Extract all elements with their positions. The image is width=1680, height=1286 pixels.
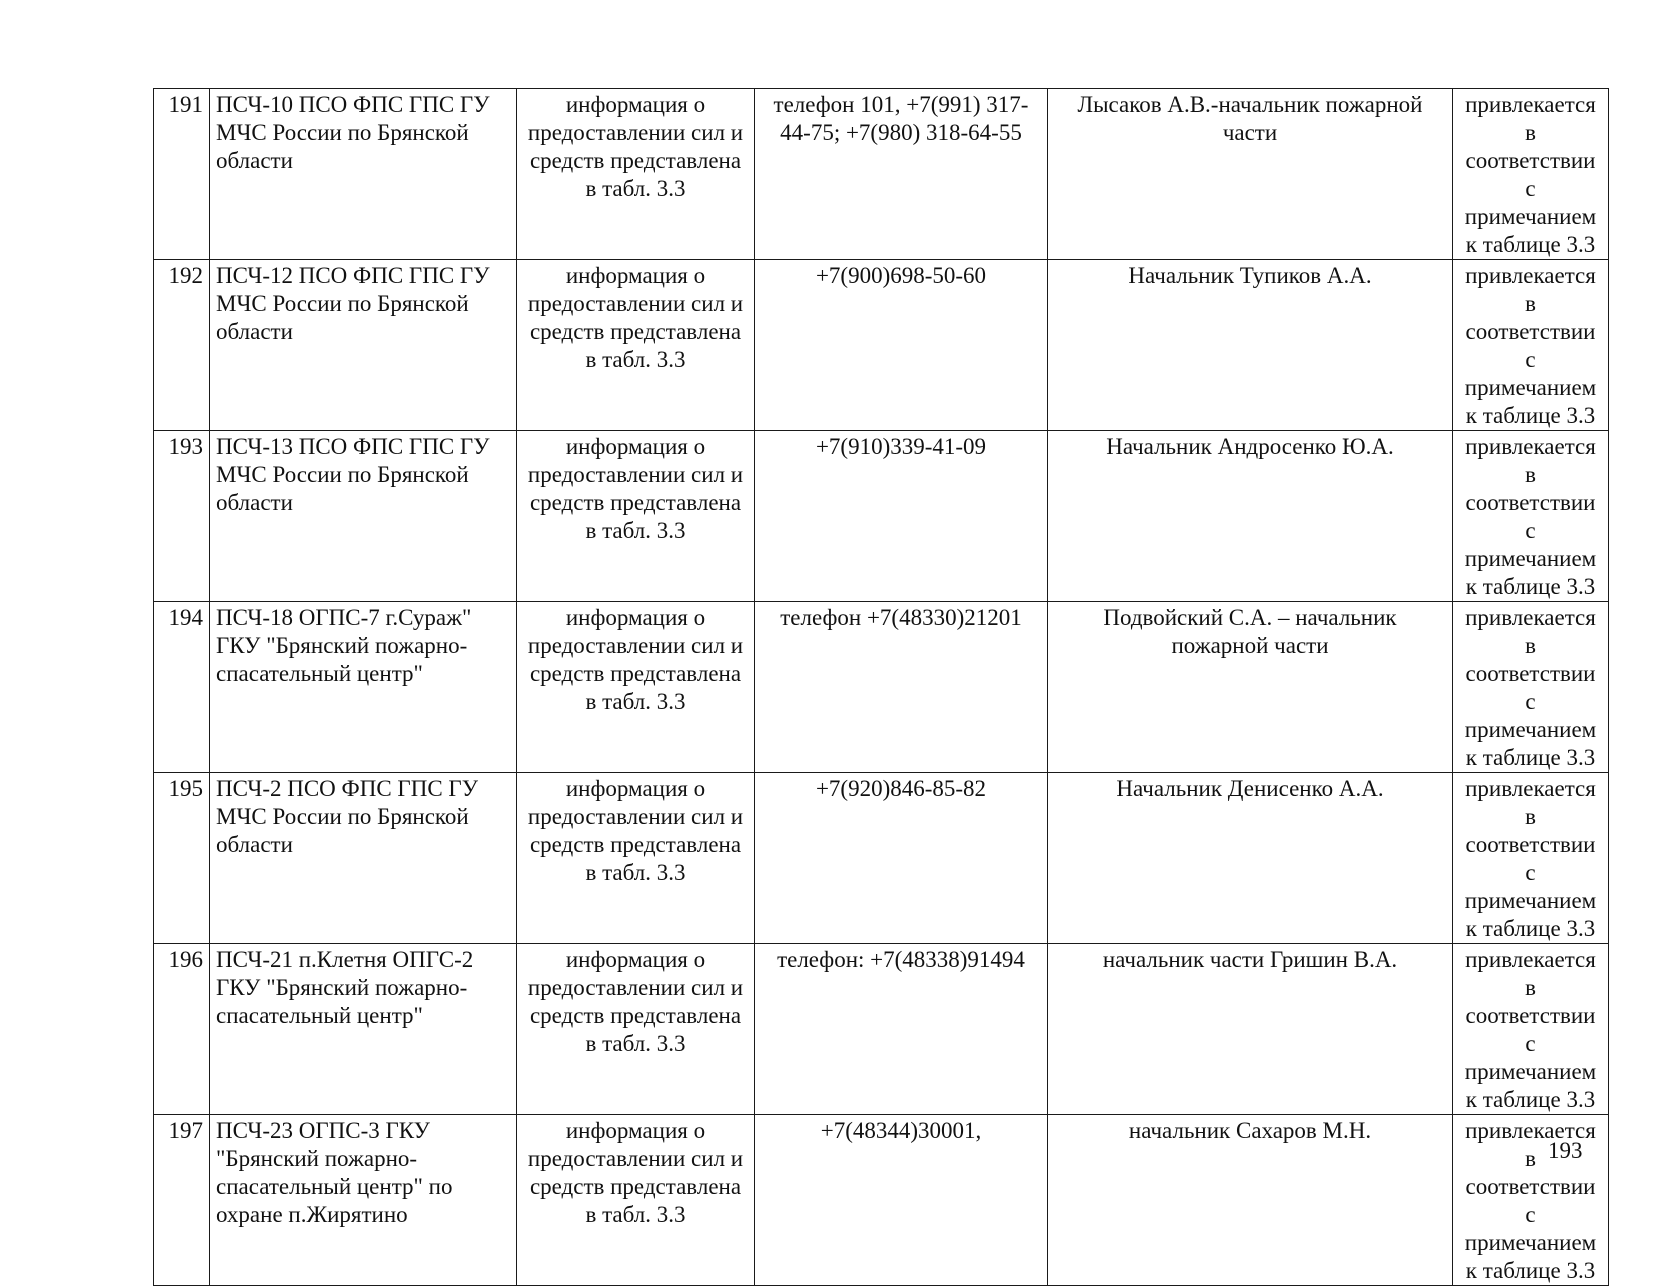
head-of-unit-cell: Начальник Андросенко Ю.А. [1048, 431, 1453, 602]
phone-cell: телефон +7(48330)21201 [755, 602, 1048, 773]
row-number-cell: 193 [154, 431, 210, 602]
note-cell: привлекается в соответствии с примечанием к таблице 3.3 [1453, 1115, 1609, 1286]
note-cell: привлекается в соответствии с примечанием к таблице 3.3 [1453, 89, 1609, 260]
head-of-unit-cell: Подвойский С.А. – начальник пожарной части [1048, 602, 1453, 773]
row-number-cell: 195 [154, 773, 210, 944]
resources-info-cell: информация о предоставлении сил и средств представлена в табл. 3.3 [517, 431, 755, 602]
phone-cell: +7(920)846-85-82 [755, 773, 1048, 944]
organization-cell: ПСЧ-21 п.Клетня ОПГС-2 ГКУ "Брянский пожарно-спасательный центр" [210, 944, 517, 1115]
note-cell: привлекается в соответствии с примечанием к таблице 3.3 [1453, 602, 1609, 773]
table-row [154, 944, 1609, 1115]
head-of-unit-cell: Лысаков А.В.-начальник пожарной части [1048, 89, 1453, 260]
table-row [154, 431, 1609, 602]
note-cell: привлекается в соответствии с примечанием к таблице 3.3 [1453, 944, 1609, 1115]
organization-cell: ПСЧ-18 ОГПС-7 г.Сураж" ГКУ "Брянский пожарно-спасательный центр" [210, 602, 517, 773]
resources-info-cell: информация о предоставлении сил и средств представлена в табл. 3.3 [517, 944, 755, 1115]
resources-info-cell: информация о предоставлении сил и средств представлена в табл. 3.3 [517, 773, 755, 944]
resources-info-cell: информация о предоставлении сил и средств представлена в табл. 3.3 [517, 89, 755, 260]
table-row [154, 89, 1609, 260]
head-of-unit-cell: начальник Сахаров М.Н. [1048, 1115, 1453, 1286]
phone-cell: телефон: +7(48338)91494 [755, 944, 1048, 1115]
resources-info-cell: информация о предоставлении сил и средств представлена в табл. 3.3 [517, 602, 755, 773]
row-number-cell: 192 [154, 260, 210, 431]
phone-cell: +7(48344)30001, [755, 1115, 1048, 1286]
head-of-unit-cell: начальник части Гришин В.А. [1048, 944, 1453, 1115]
organization-cell: ПСЧ-10 ПСО ФПС ГПС ГУ МЧС России по Брянской области [210, 89, 517, 260]
table-row [154, 260, 1609, 431]
row-number-cell: 196 [154, 944, 210, 1115]
phone-cell: телефон 101, +7(991) 317-44-75; +7(980) 318-64-55 [755, 89, 1048, 260]
row-number-cell: 194 [154, 602, 210, 773]
organization-cell: ПСЧ-2 ПСО ФПС ГПС ГУ МЧС России по Брянской области [210, 773, 517, 944]
row-number-cell: 197 [154, 1115, 210, 1286]
fire-units-table [153, 88, 1609, 1286]
note-cell: привлекается в соответствии с примечанием к таблице 3.3 [1453, 431, 1609, 602]
table-row [154, 773, 1609, 944]
page-number: 193 [1548, 1138, 1583, 1163]
head-of-unit-cell: Начальник Тупиков А.А. [1048, 260, 1453, 431]
organization-cell: ПСЧ-12 ПСО ФПС ГПС ГУ МЧС России по Брянской области [210, 260, 517, 431]
resources-info-cell: информация о предоставлении сил и средств представлена в табл. 3.3 [517, 260, 755, 431]
table-row [154, 602, 1609, 773]
phone-cell: +7(900)698-50-60 [755, 260, 1048, 431]
phone-cell: +7(910)339-41-09 [755, 431, 1048, 602]
note-cell: привлекается в соответствии с примечанием к таблице 3.3 [1453, 773, 1609, 944]
resources-info-cell: информация о предоставлении сил и средств представлена в табл. 3.3 [517, 1115, 755, 1286]
row-number-cell: 191 [154, 89, 210, 260]
table-row [154, 1115, 1609, 1286]
note-cell: привлекается в соответствии с примечанием к таблице 3.3 [1453, 260, 1609, 431]
head-of-unit-cell: Начальник Денисенко А.А. [1048, 773, 1453, 944]
organization-cell: ПСЧ-13 ПСО ФПС ГПС ГУ МЧС России по Брянской области [210, 431, 517, 602]
organization-cell: ПСЧ-23 ОГПС-3 ГКУ "Брянский пожарно-спасательный центр" по охране п.Жирятино [210, 1115, 517, 1286]
